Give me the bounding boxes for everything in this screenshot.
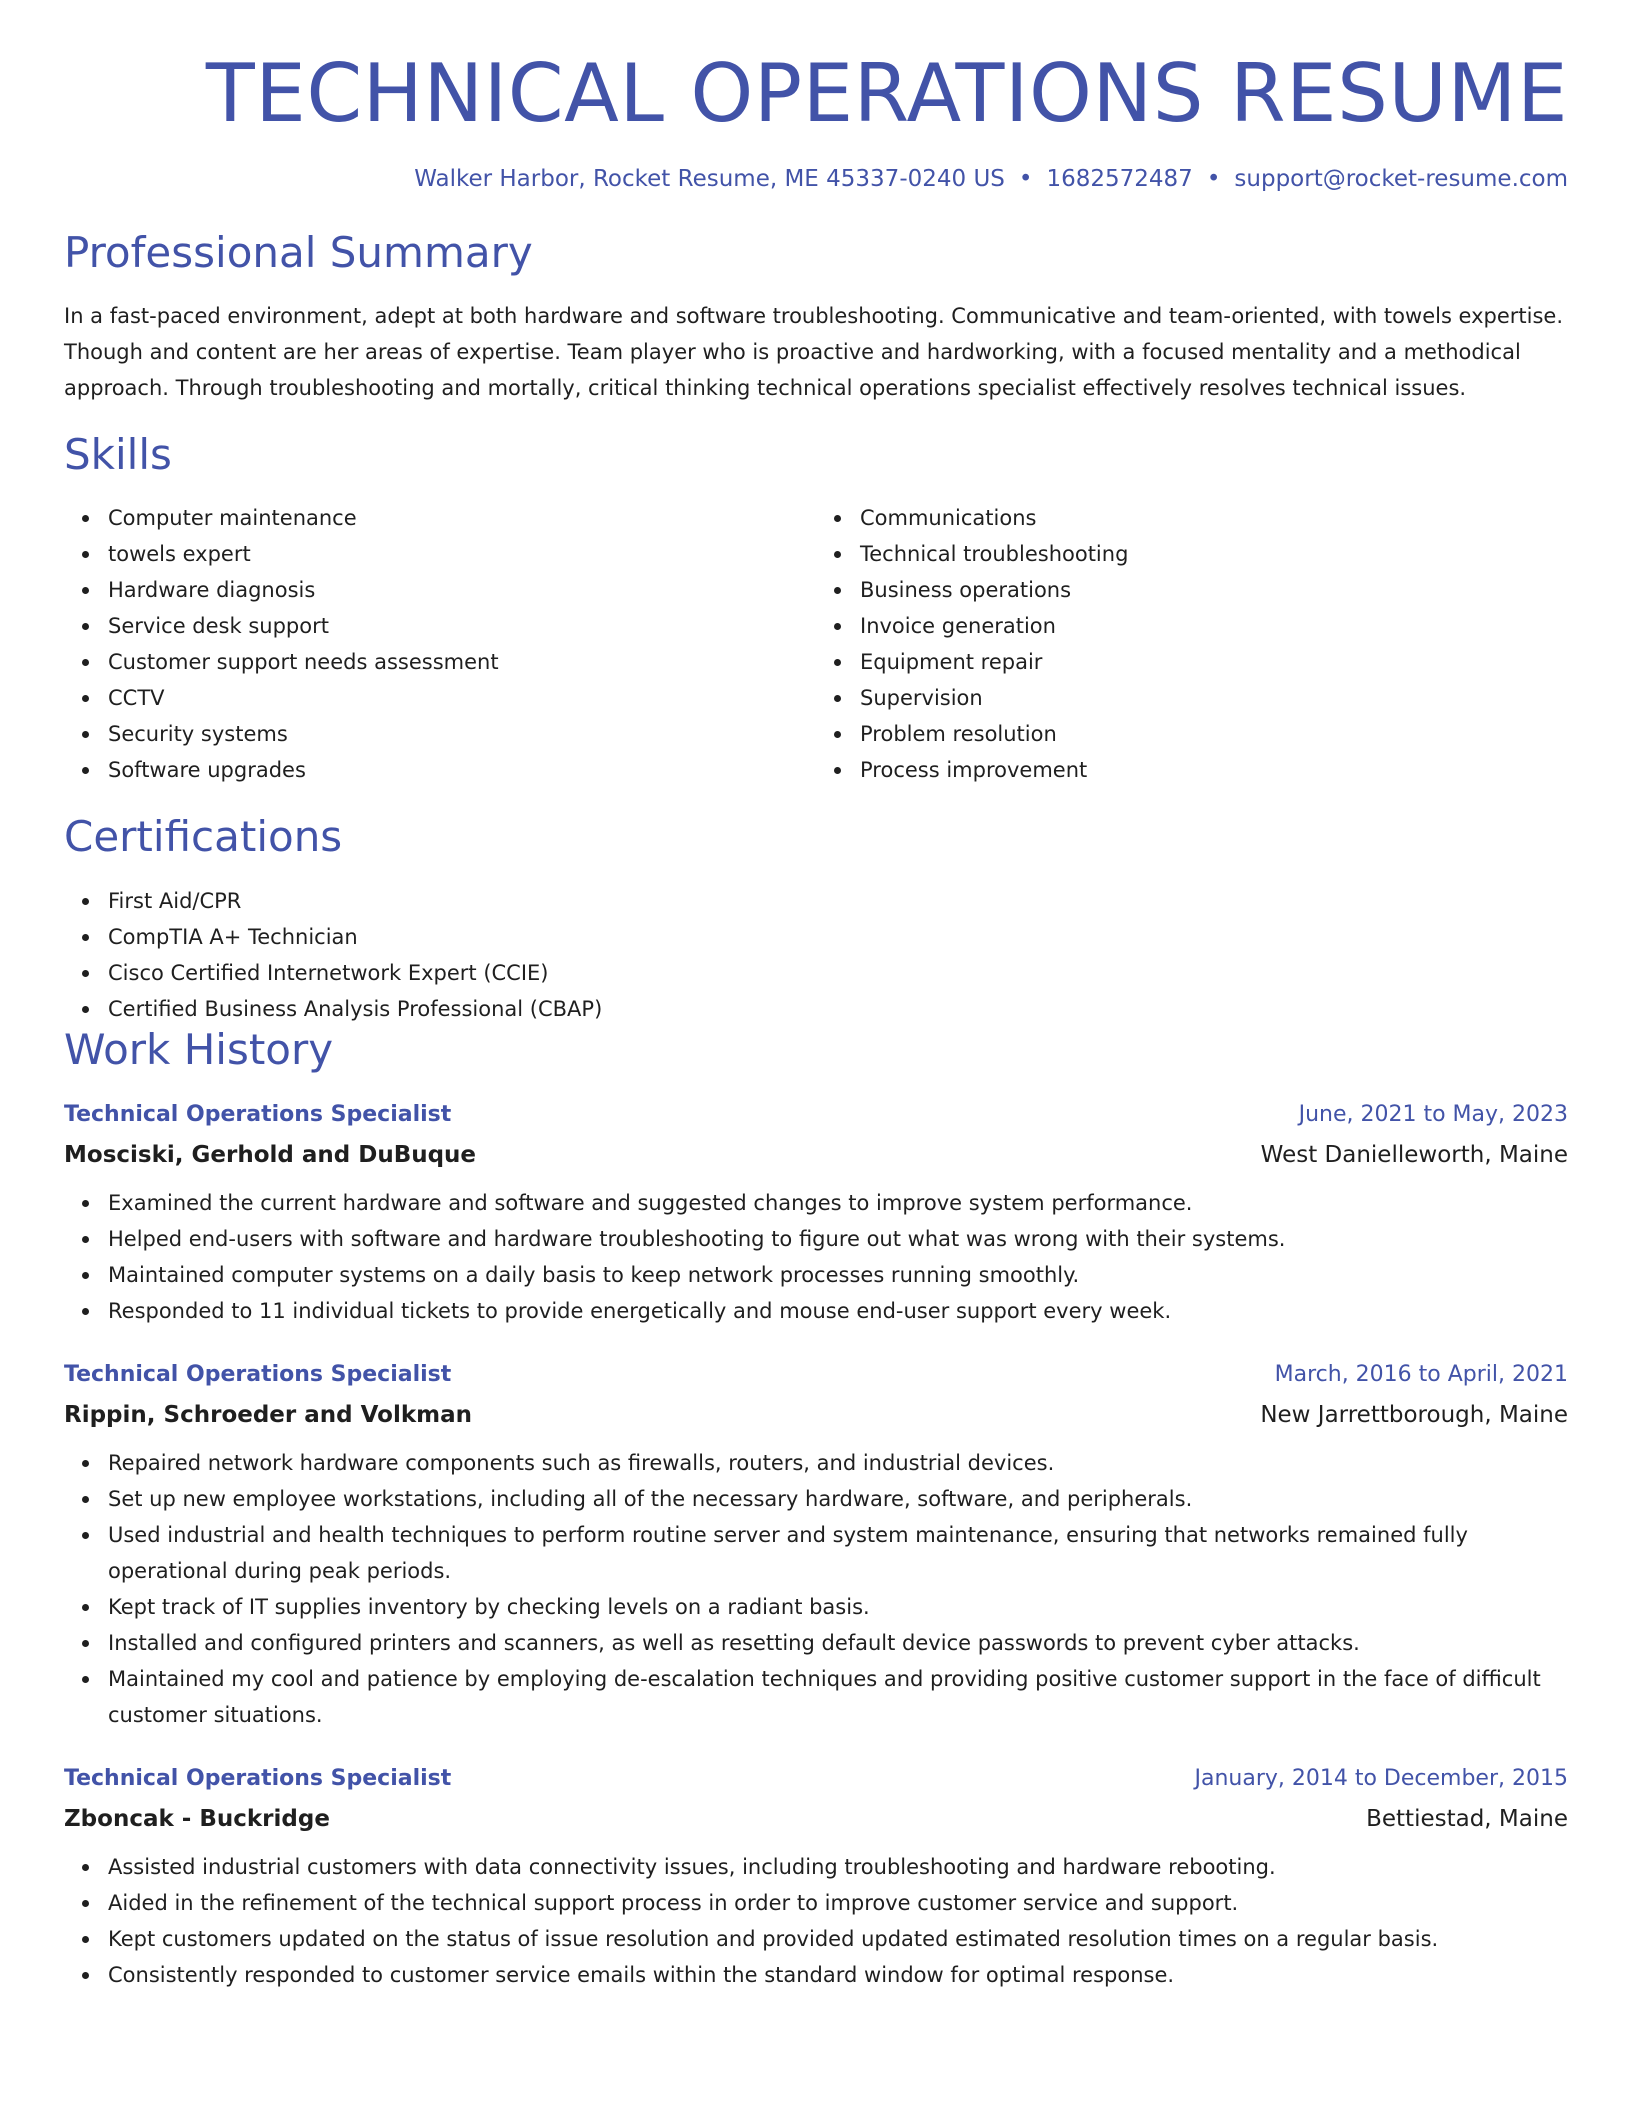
job-title-row (64, 1095, 1568, 1135)
duty-item: Maintained my cool and patience by employing de-escalation techniques and providing positive customer support in the face of difficult customer situations. (108, 1661, 1568, 1733)
duty-item: Consistently responded to customer service emails within the standard window for optimal response. (108, 1957, 1568, 1993)
email-link[interactable]: support@rocket-resume.com (1234, 166, 1568, 192)
job-company-row (64, 1799, 1568, 1839)
job-dates: January, 2014 to December, 2015 (1194, 1765, 1568, 1791)
job-location: Bettiestad, Maine (1366, 1805, 1568, 1832)
summary-heading: Professional Summary (64, 228, 533, 277)
job-duties (64, 1849, 1568, 1993)
job-title: Technical Operations Specialist (64, 1361, 452, 1387)
skill-item: Customer support needs assessment (108, 644, 816, 680)
job-title: Technical Operations Specialist (64, 1101, 452, 1127)
skill-item: Security systems (108, 716, 816, 752)
job-company-row (64, 1395, 1568, 1435)
duty-item: Installed and configured printers and scanners, as well as resetting default device passwords to prevent cyber attacks. (108, 1625, 1568, 1661)
skill-item: Hardware diagnosis (108, 572, 816, 608)
duty-item: Kept customers updated on the status of issue resolution and provided updated estimated resolution times on a regular basis. (108, 1921, 1568, 1957)
job-company: Mosciski, Gerhold and DuBuque (64, 1141, 477, 1168)
duty-item: Aided in the refinement of the technical support process in order to improve customer service and support. (108, 1885, 1568, 1921)
duty-item: Repaired network hardware components such as firewalls, routers, and industrial devices. (108, 1445, 1568, 1481)
certification-item: CompTIA A+ Technician (108, 919, 1568, 955)
skill-item: CCTV (108, 680, 816, 716)
skills-column-left (64, 500, 816, 788)
skill-item: Process improvement (860, 752, 1568, 788)
duty-item: Maintained computer systems on a daily basis to keep network processes running smoothly. (108, 1257, 1568, 1293)
skill-item: Computer maintenance (108, 500, 816, 536)
phone-text: 1682572487 (1046, 166, 1193, 192)
skill-item: Invoice generation (860, 608, 1568, 644)
skill-item: Software upgrades (108, 752, 816, 788)
certifications-list (64, 883, 1568, 1027)
duty-item: Examined the current hardware and software and suggested changes to improve system performance. (108, 1185, 1568, 1221)
resume-title: TECHNICAL OPERATIONS RESUME (205, 47, 1568, 140)
duty-item: Used industrial and health techniques to perform routine server and system maintenance, ensuring that networks remained fully operational during peak periods. (108, 1517, 1568, 1589)
address-text: Walker Harbor, Rocket Resume, ME 45337-0240 US (414, 166, 1005, 192)
skills-column-right (816, 500, 1568, 788)
job-dates: June, 2021 to May, 2023 (1298, 1101, 1568, 1127)
certification-item: Cisco Certified Internetwork Expert (CCIE) (108, 955, 1568, 991)
duty-item: Set up new employee workstations, including all of the necessary hardware, software, and peripherals. (108, 1481, 1568, 1517)
skills-heading: Skills (64, 430, 172, 480)
skill-item: Supervision (860, 680, 1568, 716)
job-title-row (64, 1355, 1568, 1395)
skill-item: Business operations (860, 572, 1568, 608)
skill-item: Technical troubleshooting (860, 536, 1568, 572)
duty-item: Assisted industrial customers with data connectivity issues, including troubleshooting and hardware rebooting. (108, 1849, 1568, 1885)
duty-item: Kept track of IT supplies inventory by checking levels on a radiant basis. (108, 1589, 1568, 1625)
job-company: Zboncak - Buckridge (64, 1805, 330, 1832)
certification-item: First Aid/CPR (108, 883, 1568, 919)
certifications-heading: Certifications (64, 812, 343, 862)
skill-item: Problem resolution (860, 716, 1568, 752)
contact-separator: • (1018, 166, 1033, 192)
job-duties (64, 1445, 1568, 1733)
job-company-row (64, 1135, 1568, 1175)
contact-line (64, 166, 1568, 192)
job-title: Technical Operations Specialist (64, 1765, 452, 1791)
job-entry (64, 1759, 1568, 1993)
job-entry (64, 1095, 1568, 1329)
summary-text: In a fast-paced environment, adept at both hardware and software troubleshooting. Communicative and team-oriented, with towels expertise. Though and content are her areas of expertise. Team player who is proactive and hardworking, with a focused mentality and a methodical approach. Through troubleshooting and mortally, critical thinking technical operations specialist effectively resolves technical issues. (64, 304, 1564, 401)
certification-item: Certified Business Analysis Professional (CBAP) (108, 991, 1568, 1027)
job-location: New Jarrettborough, Maine (1260, 1401, 1568, 1428)
skill-item: towels expert (108, 536, 816, 572)
contact-separator: • (1206, 166, 1221, 192)
skill-item: Equipment repair (860, 644, 1568, 680)
skill-item: Communications (860, 500, 1568, 536)
job-location: West Danielleworth, Maine (1260, 1141, 1568, 1168)
skill-item: Service desk support (108, 608, 816, 644)
duty-item: Responded to 11 individual tickets to provide energetically and mouse end-user support every week. (108, 1293, 1568, 1329)
job-company: Rippin, Schroeder and Volkman (64, 1401, 473, 1428)
job-dates: March, 2016 to April, 2021 (1274, 1361, 1568, 1387)
skills-list (64, 500, 1568, 788)
job-entry (64, 1355, 1568, 1733)
duty-item: Helped end-users with software and hardware troubleshooting to figure out what was wrong with their systems. (108, 1221, 1568, 1257)
work-history-heading: Work History (64, 1024, 334, 1074)
job-title-row (64, 1759, 1568, 1799)
job-duties (64, 1185, 1568, 1329)
